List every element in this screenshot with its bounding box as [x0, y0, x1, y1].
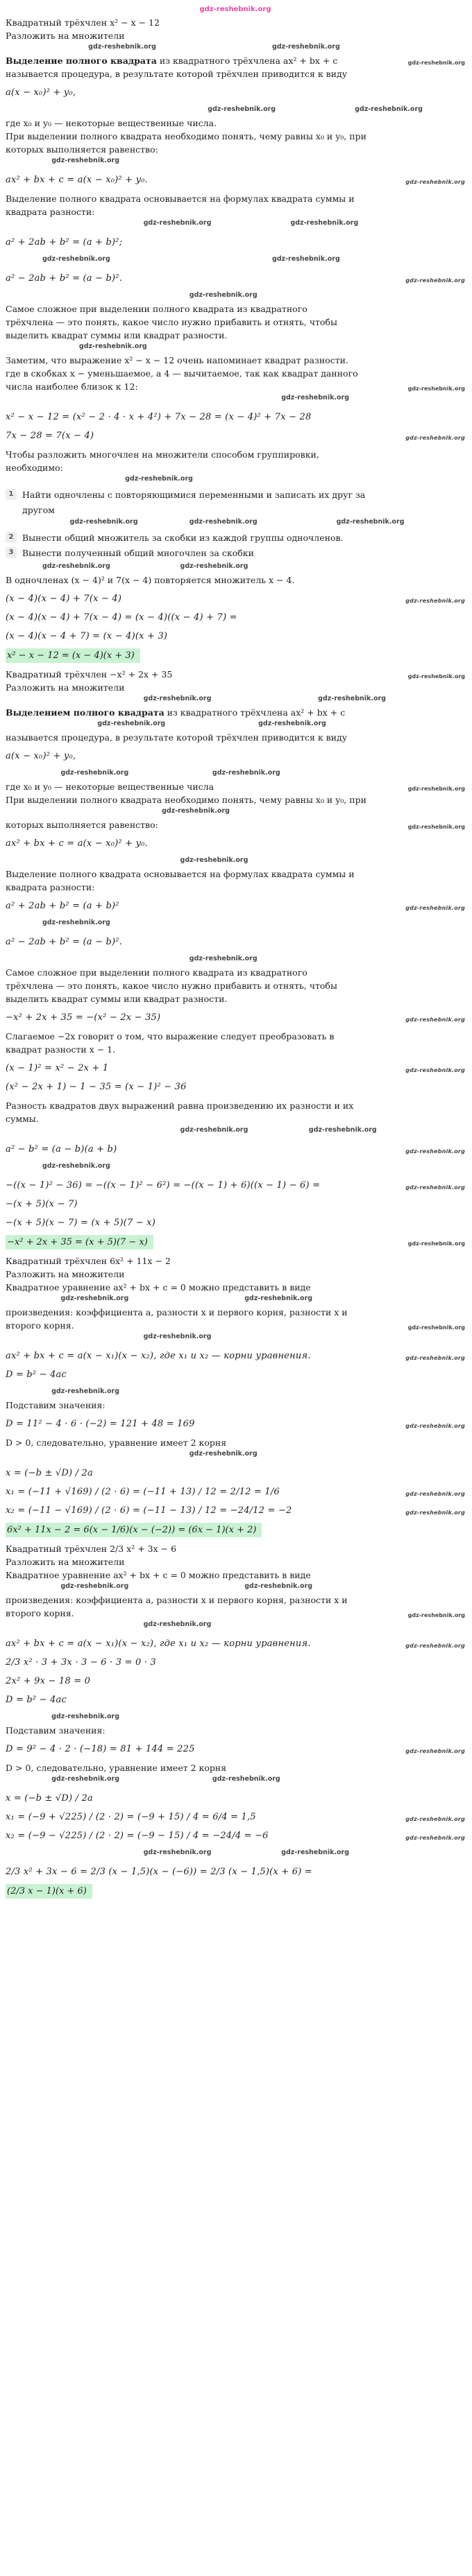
watermark-row	[6, 157, 465, 167]
formula-line	[6, 1657, 465, 1668]
text-line	[6, 316, 465, 328]
site-watermark: gdz-reshebnik.org	[51, 157, 120, 164]
body-text: В одночленах (x − 4)² и 7(x − 4) повторяется множитель x − 4.	[6, 575, 295, 585]
site-watermark: gdz-reshebnik.org	[405, 1184, 465, 1191]
site-watermark: gdz-reshebnik.org	[189, 955, 258, 962]
highlighted-formula: (2/3 x − 1)(x + 6)	[6, 1884, 92, 1899]
formula-line	[6, 1743, 465, 1755]
formula-line	[6, 838, 465, 849]
body-text: произведения: коэффициента a, разности x и первого корня, разности x и	[6, 1595, 348, 1605]
formula-text: x₁ = (−9 + √225) / (2 · 2) = (−9 + 15) / 4 = 6/4 = 1,5	[6, 1812, 256, 1822]
body-text: Слагаемое −2x говорит о том, что выражение следует преобразовать в	[6, 1031, 335, 1041]
text-line	[6, 1113, 465, 1125]
text-line	[6, 1437, 465, 1449]
list-item	[6, 547, 465, 559]
formula-line	[6, 936, 465, 948]
site-watermark: gdz-reshebnik.org	[162, 807, 230, 815]
site-watermark: gdz-reshebnik.org	[407, 386, 465, 392]
list-item-continuation	[22, 504, 465, 516]
text-line	[6, 967, 465, 978]
site-watermark: gdz-reshebnik.org	[60, 1295, 129, 1302]
site-watermark: gdz-reshebnik.org	[407, 786, 465, 792]
site-watermark: gdz-reshebnik.org	[405, 1017, 465, 1023]
formula-text: −((x − 1)² − 36) = −((x − 1)² − 6²) = −((x − 1) + 6)((x − 1) − 6) =	[6, 1180, 321, 1191]
formula-text: x₂ = (−11 − √169) / (2 · 6) = (−11 − 13) / 12 = −24/12 = −2	[6, 1505, 292, 1516]
site-watermark: gdz-reshebnik.org	[271, 43, 340, 51]
body-text: Выделение полного квадрата основывается на формулах квадрата суммы и	[6, 193, 355, 204]
text-line	[6, 1724, 465, 1736]
text-line	[6, 462, 465, 474]
text-line	[6, 819, 465, 831]
highlighted-answer-line	[6, 1236, 465, 1248]
text-line	[6, 117, 465, 129]
formula-line	[6, 1081, 465, 1093]
highlighted-answer-line	[6, 649, 465, 662]
site-watermark: gdz-reshebnik.org	[42, 1162, 110, 1170]
watermark-row	[6, 1333, 465, 1343]
list-number: 3	[6, 547, 17, 558]
watermark-row	[6, 769, 465, 779]
formula-text: D = 11² − 4 · 6 · (−2) = 121 + 48 = 169	[6, 1419, 195, 1429]
body-text: где x₀ и y₀ — некоторые вещественные числа	[6, 781, 214, 792]
site-watermark: gdz-reshebnik.org	[405, 1355, 465, 1361]
body-text: называется процедура, в результате которой трёхчлен приводится к виду	[6, 732, 348, 743]
text-line	[6, 794, 465, 806]
formula-line	[6, 1143, 465, 1155]
site-watermark: gdz-reshebnik.org	[143, 1620, 212, 1628]
formula-text: −(x + 5)(x − 7)	[6, 1199, 78, 1209]
site-watermark: gdz-reshebnik.org	[51, 1388, 120, 1395]
text-line	[6, 1399, 465, 1411]
formula-text: a² + 2ab + b² = (a + b)²;	[6, 237, 123, 248]
formula-line	[6, 1505, 465, 1516]
highlighted-formula: 6x² + 11x − 2 = 6(x − 1/6)(x − (−2)) = (6x − 1)(x + 2)	[6, 1523, 262, 1537]
text-line	[6, 781, 465, 793]
watermark-row	[6, 955, 465, 965]
text-line	[6, 732, 465, 743]
text-line	[6, 55, 465, 67]
site-watermark: gdz-reshebnik.org	[143, 219, 212, 227]
site-watermark: gdz-reshebnik.org	[189, 1450, 258, 1458]
formula-text: (x − 4)(x − 4) + 7(x − 4) = (x − 4)((x − 4) + 7) =	[6, 612, 237, 623]
body-text: второго корня.	[6, 1320, 74, 1331]
highlighted-answer-line	[6, 1885, 465, 1897]
watermark-row	[6, 219, 465, 230]
body-text: При выделении полного квадрата необходимо понять, чему равны x₀ и y₀, при	[6, 795, 366, 805]
text-line	[6, 1100, 465, 1112]
site-watermark: gdz-reshebnik.org	[212, 1775, 280, 1783]
site-watermark: gdz-reshebnik.org	[405, 1643, 465, 1649]
list-item-text: Найти одночлены с повторяющимися переменными и записать их друг за	[22, 490, 366, 500]
site-watermark: gdz-reshebnik.org	[405, 1835, 465, 1841]
watermark-row	[6, 856, 465, 867]
site-watermark: gdz-reshebnik.org	[407, 1324, 465, 1331]
text-line	[6, 368, 465, 379]
formula-text: ax² + bx + c = a(x − x₀)² + y₀.	[6, 175, 148, 185]
body-text: Самое сложное при выделении полного квадрата из квадратного	[6, 967, 307, 978]
site-watermark: gdz-reshebnik.org	[405, 1148, 465, 1155]
formula-line	[6, 1198, 465, 1210]
watermark-row	[6, 720, 465, 730]
text-line	[6, 30, 465, 42]
site-watermark: gdz-reshebnik.org	[143, 695, 212, 702]
text-line	[6, 193, 465, 205]
body-text: квадрат разности x − 1.	[6, 1044, 116, 1055]
list-number: 1	[6, 489, 17, 500]
text-line	[6, 144, 465, 155]
text-line	[6, 1030, 465, 1042]
formula-line	[6, 411, 465, 423]
formula-line	[6, 87, 465, 98]
site-watermark: gdz-reshebnik.org	[407, 60, 465, 66]
watermark-row	[6, 394, 465, 404]
site-watermark: gdz-reshebnik.org	[355, 105, 423, 113]
formula-line	[6, 750, 465, 762]
formula-line	[6, 1792, 465, 1804]
site-watermark: gdz-reshebnik.org	[290, 219, 359, 227]
body-text: Квадратный трёхчлен x² − x − 12	[6, 17, 160, 28]
body-text: Самое сложное при выделении полного квадрата из квадратного	[6, 304, 307, 314]
text-line	[6, 1306, 465, 1318]
bold-term: Выделение полного квадрата	[6, 55, 157, 66]
site-watermark: gdz-reshebnik.org	[189, 518, 258, 526]
text-line	[6, 707, 465, 718]
body-text: Квадратный трёхчлен −x² + 2x + 35	[6, 669, 173, 680]
watermark-row	[6, 1126, 465, 1136]
text-line	[6, 993, 465, 1005]
site-watermark: gdz-reshebnik.org	[60, 1582, 129, 1590]
body-text: Заметим, что выражение x² − x − 12 очень напоминает квадрат разности.	[6, 355, 348, 365]
formula-text: 2/3 x² + 3x − 6 = 2/3 (x − 1,5)(x − (−6)) = 2/3 (x − 1,5)(x + 6) =	[6, 1867, 312, 1877]
formula-text: x = (−b ± √D) / 2a	[6, 1793, 93, 1804]
watermark-row	[6, 343, 465, 353]
text-line	[6, 1320, 465, 1331]
watermark-row	[6, 1713, 465, 1723]
watermark-row	[6, 919, 465, 929]
formula-line	[6, 174, 465, 186]
site-watermark: gdz-reshebnik.org	[78, 343, 147, 350]
site-watermark: gdz-reshebnik.org	[308, 1126, 377, 1134]
formula-text: 2x² + 9x − 18 = 0	[6, 1676, 91, 1686]
text-line	[6, 868, 465, 880]
formula-text: x₂ = (−9 − √225) / (2 · 2) = (−9 − 15) / 4 = −24/4 = −6	[6, 1831, 269, 1841]
formula-line	[6, 1217, 465, 1229]
formula-text: −(x + 5)(x − 7) = (x + 5)(7 − x)	[6, 1218, 156, 1228]
site-watermark: gdz-reshebnik.org	[180, 562, 248, 570]
text-line	[6, 881, 465, 893]
formula-text: a² − b² = (a − b)(a + b)	[6, 1144, 117, 1155]
site-watermark: gdz-reshebnik.org	[407, 824, 465, 830]
formula-text: ax² + bx + c = a(x − x₀)² + y₀.	[6, 838, 148, 849]
body-text: где в скобках x − уменьшаемое, а 4 — вычитаемое, так как квадрат данного	[6, 368, 358, 379]
formula-text: (x − 4)(x − 4 + 7) = (x − 4)(x + 3)	[6, 631, 168, 641]
body-text: Квадратный трёхчлен 6x² + 11x − 2	[6, 1256, 171, 1266]
body-text: Выделение полного квадрата основывается на формулах квадрата суммы и	[6, 869, 355, 879]
body-text: необходимо:	[6, 463, 63, 473]
site-watermark: gdz-reshebnik.org	[336, 518, 405, 526]
site-watermark: gdz-reshebnik.org	[405, 905, 465, 911]
site-watermark: gdz-reshebnik.org	[51, 1775, 120, 1783]
site-watermark: gdz-reshebnik.org	[405, 1423, 465, 1429]
body-text: второго корня.	[6, 1608, 74, 1618]
formula-text: D = b² − 4ac	[6, 1369, 67, 1380]
list-item	[6, 489, 465, 501]
formula-text: a(x − x₀)² + y₀,	[6, 751, 76, 761]
site-watermark: gdz-reshebnik.org	[405, 277, 465, 284]
watermark-row	[6, 1775, 465, 1786]
watermark-row	[6, 1295, 465, 1305]
text-line	[6, 354, 465, 366]
body-text: выделить квадрат суммы или квадрат разности.	[6, 330, 228, 340]
body-text: где x₀ и y₀ — некоторые вещественные числа.	[6, 118, 217, 128]
body-text: суммы.	[6, 1114, 39, 1124]
formula-line	[6, 1486, 465, 1498]
formula-line	[6, 1179, 465, 1191]
site-watermark: gdz-reshebnik.org	[125, 475, 193, 483]
body-text: которых выполняется равенство:	[6, 820, 158, 830]
text-line	[6, 449, 465, 460]
site-watermark: gdz-reshebnik.org	[88, 43, 156, 51]
site-watermark: gdz-reshebnik.org	[42, 919, 110, 926]
text-line	[6, 17, 465, 28]
text-line	[6, 1762, 465, 1774]
site-watermark: gdz-reshebnik.org	[405, 1491, 465, 1497]
body-text: трёхчлена — это понять, какое число нужно прибавить и отнять, чтобы	[6, 980, 337, 991]
site-watermark: gdz-reshebnik.org	[271, 255, 340, 263]
site-watermark: gdz-reshebnik.org	[258, 720, 326, 727]
formula-text: x² − x − 12 = (x² − 2 · 4 · x + 4²) + 7x − 28 = (x − 4)² + 7x − 28	[6, 412, 312, 422]
formula-line	[6, 273, 465, 284]
highlighted-formula: x² − x − 12 = (x − 4)(x + 3)	[6, 648, 140, 663]
top-watermark-row	[6, 3, 465, 13]
watermark-row	[6, 562, 465, 573]
formula-text: a² − 2ab + b² = (a − b)².	[6, 937, 123, 947]
watermark-row	[6, 518, 465, 528]
site-watermark: gdz-reshebnik.org	[405, 1067, 465, 1073]
site-watermark: gdz-reshebnik.org	[405, 1816, 465, 1822]
site-watermark: gdz-reshebnik.org	[281, 1849, 350, 1856]
watermark-row	[6, 1849, 465, 1859]
body-text: Разность квадратов двух выражений равна произведению их разности и их	[6, 1100, 354, 1111]
formula-text: x₁ = (−11 + √169) / (2 · 6) = (−11 + 13) / 12 = 2/12 = 1/6	[6, 1487, 280, 1497]
formula-line	[6, 593, 465, 605]
list-number: 2	[6, 532, 17, 543]
formula-text: (x − 1)² = x² − 2x + 1	[6, 1063, 109, 1073]
site-watermark-link[interactable]: gdz-reshebnik.org	[199, 6, 271, 13]
body-text: Квадратное уравнение ax² + bx + c = 0 можно представить в виде	[6, 1282, 311, 1293]
formula-text: ax² + bx + c = a(x − x₁)(x − x₂), где x₁ и x₂ — корни уравнения.	[6, 1351, 311, 1361]
body-text: D > 0, следовательно, уравнение имеет 2 корня	[6, 1763, 227, 1773]
site-watermark: gdz-reshebnik.org	[318, 695, 386, 702]
text-line	[6, 1607, 465, 1619]
site-watermark: gdz-reshebnik.org	[42, 562, 110, 570]
text-line	[6, 68, 465, 80]
text-line	[6, 682, 465, 693]
site-watermark: gdz-reshebnik.org	[51, 1713, 120, 1720]
body-text: Квадратный трёхчлен 2/3 x² + 3x − 6	[6, 1544, 177, 1554]
body-text: квадрата разности:	[6, 882, 95, 892]
body-text: Разложить на множители	[6, 682, 125, 693]
formula-line	[6, 1369, 465, 1381]
body-text: выделить квадрат суммы или квадрат разности.	[6, 994, 228, 1004]
text-line	[6, 1556, 465, 1568]
formula-text: D = b² − 4ac	[6, 1695, 67, 1705]
formula-text: (x − 4)(x − 4) + 7(x − 4)	[6, 594, 122, 604]
formula-line	[6, 1638, 465, 1650]
text-line	[6, 980, 465, 992]
site-watermark: gdz-reshebnik.org	[405, 435, 465, 441]
formula-text: −x² + 2x + 35 = −(x² − 2x − 35)	[6, 1012, 161, 1023]
body-text: Разложить на множители	[6, 1557, 125, 1567]
watermark-row	[6, 1162, 465, 1173]
text-line	[6, 668, 465, 680]
watermark-row	[6, 1620, 465, 1631]
watermark-row	[6, 1388, 465, 1398]
formula-line	[6, 1012, 465, 1023]
body-text: Подставим значения:	[6, 1725, 106, 1736]
text-line	[6, 1044, 465, 1055]
formula-line	[6, 1811, 465, 1823]
body-text: называется процедура, в результате которой трёхчлен приводится к виду	[6, 69, 348, 79]
site-watermark: gdz-reshebnik.org	[407, 673, 465, 680]
text-line	[6, 1569, 465, 1581]
formula-line	[6, 1467, 465, 1479]
site-watermark: gdz-reshebnik.org	[405, 1748, 465, 1754]
site-watermark: gdz-reshebnik.org	[405, 179, 465, 185]
site-watermark: gdz-reshebnik.org	[244, 1295, 313, 1302]
formula-text: a² + 2ab + b² = (a + b)²	[6, 901, 119, 911]
body-text: Чтобы разложить многочлен на множители способом группировки,	[6, 449, 319, 460]
text-line	[6, 130, 465, 142]
formula-line	[6, 612, 465, 623]
formula-text: a(x − x₀)² + y₀,	[6, 87, 76, 98]
formula-line	[6, 630, 465, 642]
text-line	[6, 303, 465, 315]
body-text: При выделении полного квадрата необходимо понять, чему равны x₀ и y₀, при	[6, 131, 366, 141]
list-item-text: другом	[22, 505, 55, 515]
formula-line	[6, 1062, 465, 1074]
text-line	[6, 329, 465, 341]
watermark-row	[6, 695, 465, 705]
site-watermark: gdz-reshebnik.org	[407, 1241, 465, 1247]
body-text: Подставим значения:	[6, 1400, 106, 1410]
site-watermark: gdz-reshebnik.org	[212, 769, 280, 777]
list-item	[6, 532, 465, 544]
site-watermark: gdz-reshebnik.org	[281, 394, 350, 401]
watermark-row	[6, 43, 465, 53]
formula-line	[6, 1418, 465, 1430]
list-item-text: Вынести общий множитель за скобки из каждой группы одночленов.	[22, 533, 344, 543]
formula-line	[6, 900, 465, 912]
watermark-row	[6, 807, 465, 818]
formula-text: (x² − 2x + 1) − 1 − 35 = (x − 1)² − 36	[6, 1082, 187, 1092]
formula-line	[6, 430, 465, 442]
body-text: из квадратного трёхчлена ax² + bx + c	[164, 707, 346, 718]
formula-line	[6, 236, 465, 248]
site-watermark: gdz-reshebnik.org	[97, 720, 166, 727]
bold-term: Выделением полного квадрата	[6, 707, 165, 718]
site-watermark: gdz-reshebnik.org	[143, 1333, 212, 1340]
body-text: числа наиболее близок к 12:	[6, 381, 138, 392]
text-line	[6, 381, 465, 392]
site-watermark: gdz-reshebnik.org	[405, 598, 465, 604]
body-text: Квадратное уравнение ax² + bx + c = 0 можно представить в виде	[6, 1570, 311, 1580]
formula-line	[6, 1350, 465, 1362]
body-text: трёхчлена — это понять, какое число нужно прибавить и отнять, чтобы	[6, 317, 337, 327]
watermark-row	[6, 1450, 465, 1460]
formula-text: D = 9² − 4 · 2 · (−18) = 81 + 144 = 225	[6, 1744, 195, 1754]
text-line	[6, 1268, 465, 1280]
site-watermark: gdz-reshebnik.org	[208, 105, 276, 113]
site-watermark: gdz-reshebnik.org	[180, 1126, 248, 1134]
formula-line	[6, 1830, 465, 1842]
text-line	[6, 1281, 465, 1293]
text-line	[6, 1255, 465, 1267]
watermark-row	[6, 105, 465, 116]
highlighted-answer-line	[6, 1523, 465, 1536]
body-text: Разложить на множители	[6, 1269, 125, 1279]
watermark-row	[6, 255, 465, 266]
list-item-text: Вынести полученный общий многочлен за скобки	[22, 548, 254, 558]
site-watermark: gdz-reshebnik.org	[180, 856, 248, 864]
site-watermark: gdz-reshebnik.org	[42, 255, 110, 263]
body-text: D > 0, следовательно, уравнение имеет 2 корня	[6, 1437, 227, 1448]
highlighted-formula: −x² + 2x + 35 = (x + 5)(7 − x)	[6, 1235, 153, 1250]
site-watermark: gdz-reshebnik.org	[244, 1582, 313, 1590]
formula-line	[6, 1675, 465, 1687]
watermark-row	[6, 291, 465, 302]
text-line	[6, 1543, 465, 1555]
formula-text: 2/3 x² · 3 + 3x · 3 − 6 · 3 = 0 · 3	[6, 1657, 156, 1668]
watermark-row	[6, 475, 465, 485]
formula-text: x = (−b ± √D) / 2a	[6, 1468, 93, 1478]
body-text: из квадратного трёхчлена ax² + bx + c	[156, 55, 338, 66]
text-line	[6, 1594, 465, 1606]
site-watermark: gdz-reshebnik.org	[143, 1849, 212, 1856]
body-text: квадрата разности:	[6, 207, 95, 217]
site-watermark: gdz-reshebnik.org	[69, 518, 138, 526]
formula-text: ax² + bx + c = a(x − x₁)(x − x₂), где x₁ и x₂ — корни уравнения.	[6, 1639, 311, 1649]
site-watermark: gdz-reshebnik.org	[60, 769, 129, 777]
body-text: произведения: коэффициента a, разности x и первого корня, разности x и	[6, 1307, 348, 1317]
formula-text: a² − 2ab + b² = (a − b)².	[6, 273, 123, 284]
formula-line	[6, 1694, 465, 1706]
site-watermark: gdz-reshebnik.org	[407, 1612, 465, 1618]
site-watermark: gdz-reshebnik.org	[405, 1510, 465, 1516]
site-watermark: gdz-reshebnik.org	[189, 291, 258, 299]
formula-line	[6, 1866, 465, 1878]
watermark-row	[6, 1582, 465, 1593]
formula-text: 7x − 28 = 7(x − 4)	[6, 431, 94, 441]
body-text: Разложить на множители	[6, 31, 125, 41]
text-line	[6, 574, 465, 586]
text-line	[6, 206, 465, 218]
body-text: которых выполняется равенство:	[6, 144, 158, 155]
